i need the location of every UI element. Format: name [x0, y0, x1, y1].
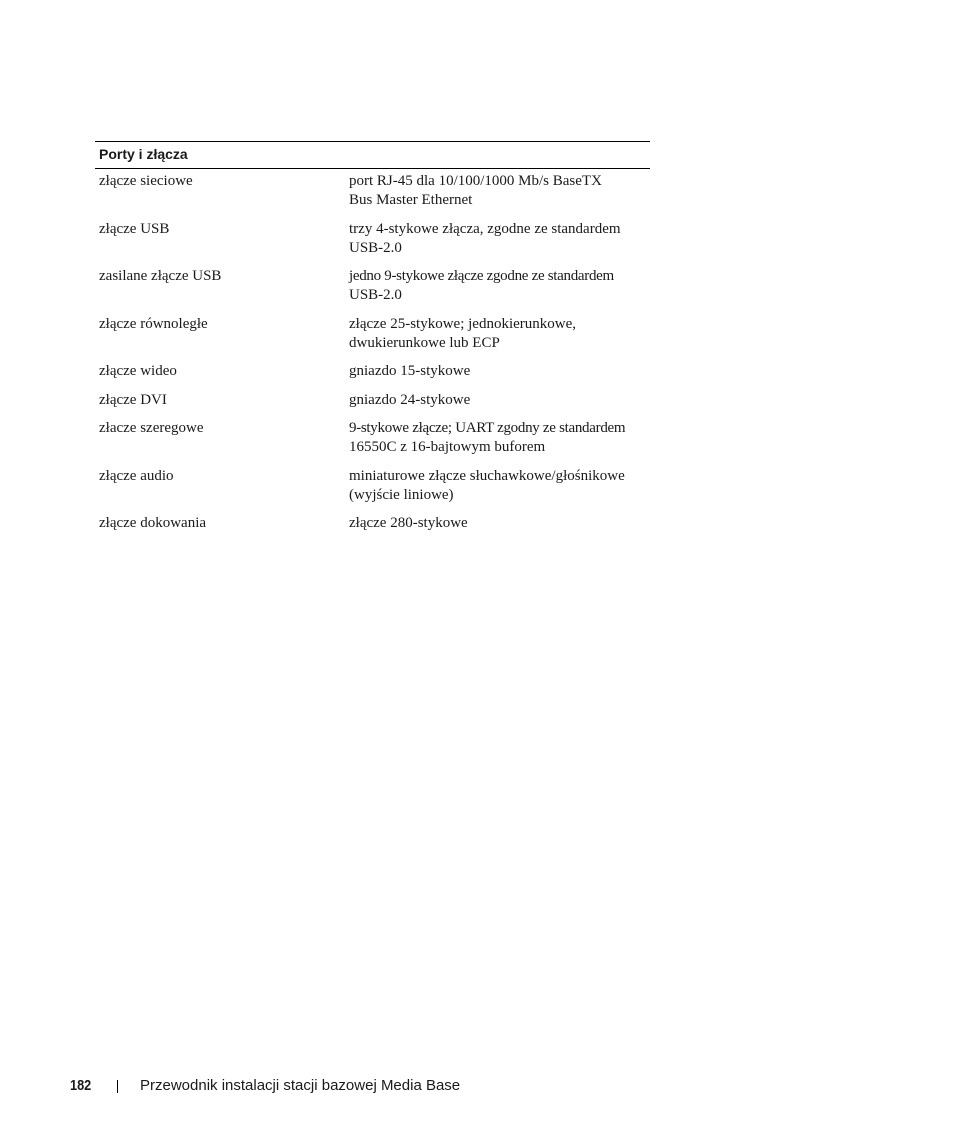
- table-row: [95, 514, 650, 533]
- row-value-line: Bus Master Ethernet: [349, 192, 473, 208]
- table-row: [95, 172, 650, 210]
- row-value: [349, 419, 650, 457]
- row-label: złącze dokowania: [99, 515, 207, 531]
- row-value: [349, 267, 650, 305]
- row-label: złącze audio: [99, 467, 174, 484]
- row-label: złącze USB: [99, 220, 170, 237]
- table-row: [95, 419, 650, 457]
- ports-connectors-table: [95, 141, 650, 543]
- row-value-line: dwukierunkowe lub ECP: [349, 334, 500, 351]
- row-value: [349, 391, 650, 410]
- table-row: [95, 467, 650, 505]
- row-value: [349, 315, 650, 353]
- row-value-line: złącze 280-stykowe: [349, 515, 468, 531]
- table-row: [95, 391, 650, 410]
- row-value-line: gniazdo 15-stykowe: [349, 363, 471, 379]
- row-value-line: złącze 25-stykowe; jednokierunkowe,: [349, 315, 576, 332]
- page-footer: [70, 1076, 461, 1096]
- row-value-line: (wyjście liniowe): [349, 486, 454, 503]
- table-row: [95, 362, 650, 381]
- table-row: [95, 220, 650, 258]
- row-value: [349, 220, 650, 258]
- table-row: [95, 267, 650, 305]
- footer-title: Przewodnik instalacji stacji bazowej Media Base: [140, 1077, 461, 1094]
- page-number: 182: [70, 1077, 92, 1094]
- row-label: złącze wideo: [99, 363, 177, 379]
- row-value: [349, 172, 650, 210]
- row-value-line: jedno 9-stykowe złącze zgodne ze standardem: [349, 268, 614, 284]
- row-label: złacze szeregowe: [99, 420, 204, 436]
- row-value-line: gniazdo 24-stykowe: [349, 391, 471, 408]
- row-value: [349, 362, 650, 381]
- row-label: zasilane złącze USB: [99, 268, 222, 284]
- row-value-line: 16550C z 16-bajtowym buforem: [349, 439, 546, 455]
- row-value-line: USB-2.0: [349, 287, 402, 303]
- row-label: złącze sieciowe: [99, 173, 193, 189]
- table-header: Porty i złącza: [95, 142, 650, 169]
- row-label: złącze równoległe: [99, 315, 208, 332]
- row-value-line: miniaturowe złącze słuchawkowe/głośnikowe: [349, 467, 625, 484]
- row-value: [349, 514, 650, 533]
- table-body: [95, 169, 650, 533]
- row-label: złącze DVI: [99, 391, 167, 408]
- row-value-line: trzy 4-stykowe złącza, zgodne ze standardem: [349, 220, 621, 237]
- row-value: [349, 467, 650, 505]
- table-row: [95, 315, 650, 353]
- row-value-line: 9-stykowe złącze; UART zgodny ze standardem: [349, 420, 626, 436]
- footer-separator: [117, 1080, 118, 1093]
- row-value-line: USB-2.0: [349, 239, 402, 256]
- row-value-line: port RJ-45 dla 10/100/1000 Mb/s BaseTX: [349, 173, 602, 189]
